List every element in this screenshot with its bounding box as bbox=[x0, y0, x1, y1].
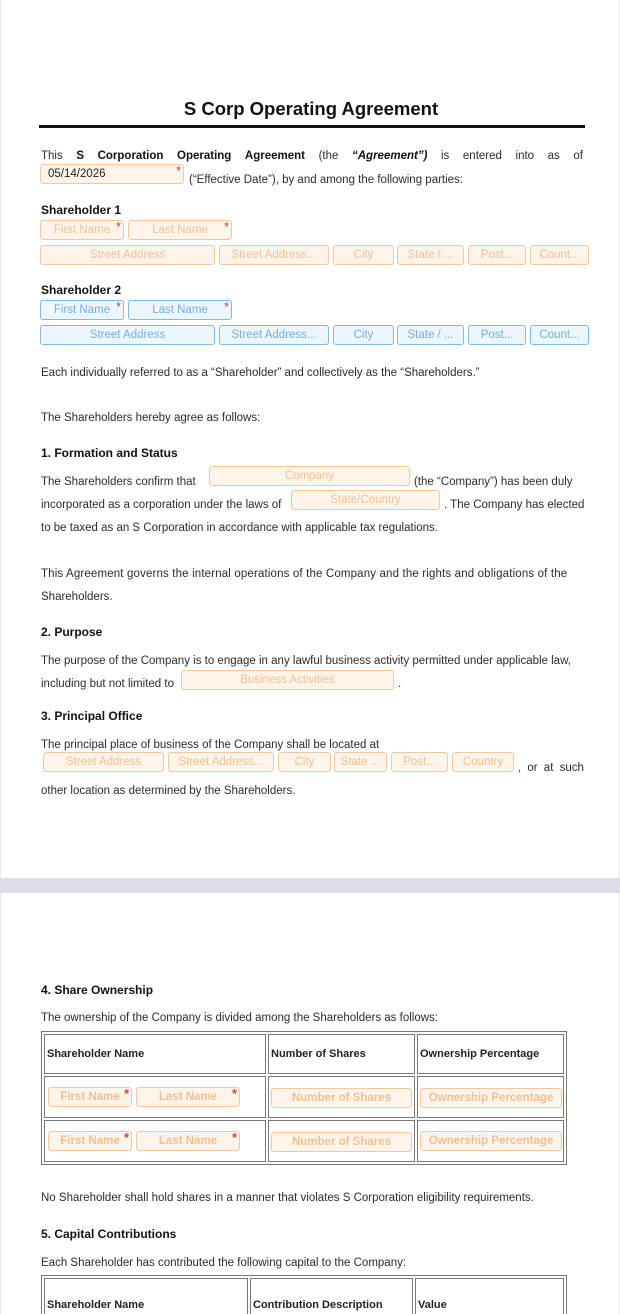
required-asterisk: * bbox=[231, 1131, 237, 1145]
column-header: Contribution Description bbox=[250, 1278, 413, 1314]
placeholder: Number of Shares bbox=[291, 1092, 392, 1104]
section-1-text: . The Company has elected bbox=[444, 499, 585, 511]
placeholder: Street Address bbox=[89, 329, 166, 341]
column-header: Ownership Percentage bbox=[417, 1034, 564, 1074]
office-state[interactable] bbox=[334, 752, 387, 772]
placeholder: State ... bbox=[340, 756, 381, 768]
shareholder-1-first-name[interactable] bbox=[40, 220, 124, 240]
required-asterisk: * bbox=[231, 1087, 237, 1101]
placeholder: Company bbox=[284, 470, 335, 482]
intro-word: Operating bbox=[177, 150, 232, 162]
capital-contributions-table bbox=[41, 1275, 567, 1314]
intro-word: entered bbox=[462, 150, 502, 162]
section-4-note: No Shareholder shall hold shares in a manner that violates S Corporation eligibility requirements. bbox=[41, 1192, 534, 1204]
row-2-number-of-shares[interactable] bbox=[271, 1132, 412, 1152]
each-individually-text: Each individually referred to as a “Shareholder” and collectively as the “Shareholders.” bbox=[41, 367, 480, 379]
section-1-text: to be taxed as an S Corporation in accordance with applicable tax regulations. bbox=[41, 522, 438, 534]
section-1-heading: 1. Formation and Status bbox=[41, 446, 178, 460]
document-page-2 bbox=[0, 893, 620, 1314]
shareholder-2-state[interactable] bbox=[397, 325, 464, 345]
office-country[interactable] bbox=[452, 752, 514, 772]
share-ownership-table bbox=[41, 1031, 567, 1165]
shareholder-2-street[interactable] bbox=[40, 325, 215, 345]
section-1-text: The Shareholders confirm that bbox=[41, 476, 196, 488]
placeholder: City bbox=[294, 756, 315, 768]
page-separator bbox=[0, 878, 620, 893]
placeholder: Street Address... bbox=[231, 249, 317, 261]
placeholder: Post... bbox=[480, 249, 514, 261]
row-2-first-name[interactable] bbox=[48, 1131, 132, 1151]
section-4-heading: 4. Share Ownership bbox=[41, 983, 154, 997]
office-city[interactable] bbox=[278, 752, 331, 772]
required-asterisk: * bbox=[115, 300, 121, 314]
office-street[interactable] bbox=[43, 752, 164, 772]
placeholder: Street Address bbox=[89, 249, 166, 261]
placeholder: Ownership Percentage bbox=[428, 1092, 554, 1104]
placeholder: Number of Shares bbox=[291, 1136, 392, 1148]
intro-word: as bbox=[547, 150, 560, 162]
placeholder: Country bbox=[462, 756, 504, 768]
placeholder: Street Address... bbox=[178, 756, 264, 768]
section-2-text: including but not limited to bbox=[41, 678, 174, 690]
table-header-row bbox=[44, 1278, 564, 1314]
intro-word: (the bbox=[318, 150, 339, 162]
placeholder: First Name bbox=[53, 224, 111, 236]
placeholder: Business Activities bbox=[240, 674, 335, 686]
placeholder: Last Name bbox=[158, 1091, 218, 1103]
section-3-text: The principal place of business of the Company shall be located at bbox=[41, 739, 380, 751]
office-street2[interactable] bbox=[168, 752, 274, 772]
table-cell bbox=[44, 1120, 266, 1162]
table-cell bbox=[417, 1076, 564, 1118]
shareholder-1-last-name[interactable] bbox=[128, 220, 232, 240]
column-header: Number of Shares bbox=[268, 1034, 415, 1074]
shareholder-2-city[interactable] bbox=[333, 325, 394, 345]
column-header: Shareholder Name bbox=[44, 1278, 248, 1314]
intro-word: “Agreement”) bbox=[352, 150, 428, 162]
table-cell bbox=[268, 1120, 415, 1162]
intro-word: of bbox=[573, 150, 583, 162]
section-3-heading: 3. Principal Office bbox=[41, 709, 143, 723]
intro-word: S bbox=[76, 150, 84, 162]
section-1-text bbox=[414, 476, 582, 488]
required-asterisk: * bbox=[175, 164, 181, 178]
placeholder: State / ... bbox=[407, 329, 454, 341]
placeholder: Last Name bbox=[152, 224, 208, 236]
effective-date-value: 05/14/2026 bbox=[48, 168, 106, 180]
shareholder-1-street[interactable] bbox=[40, 245, 215, 265]
placeholder: Count... bbox=[539, 249, 580, 261]
row-1-number-of-shares[interactable] bbox=[271, 1088, 412, 1108]
table-cell bbox=[44, 1076, 266, 1118]
section-2-heading: 2. Purpose bbox=[41, 625, 103, 639]
placeholder: Last Name bbox=[158, 1135, 218, 1147]
section-1-paragraph-2: Shareholders. bbox=[41, 591, 113, 603]
placeholder: State/Country bbox=[330, 494, 401, 506]
placeholder: Last Name bbox=[152, 304, 208, 316]
table-row bbox=[44, 1120, 564, 1162]
placeholder: State / ... bbox=[407, 249, 454, 261]
row-2-ownership-percentage[interactable] bbox=[420, 1131, 562, 1151]
company-name-input[interactable] bbox=[209, 466, 410, 486]
table-header-row bbox=[44, 1034, 564, 1074]
shareholder-2-first-name[interactable] bbox=[40, 300, 124, 320]
intro-line bbox=[41, 150, 583, 162]
shareholder-2-postal[interactable] bbox=[468, 325, 526, 345]
intro-word: Corporation bbox=[97, 150, 164, 162]
intro-after-date: (“Effective Date”), by and among the following parties: bbox=[189, 174, 464, 186]
office-postal[interactable] bbox=[391, 752, 448, 772]
section-2-text: The purpose of the Company is to engage in any lawful business activity permitted under applicable law, bbox=[41, 655, 571, 667]
shareholder-1-state[interactable] bbox=[397, 245, 464, 265]
section-5-intro: Each Shareholder has contributed the following capital to the Company: bbox=[41, 1257, 407, 1269]
placeholder: First Name bbox=[60, 1091, 120, 1103]
intro-word: Agreement bbox=[244, 150, 305, 162]
shareholder-1-country[interactable] bbox=[530, 245, 589, 265]
document-title: S Corp Operating Agreement bbox=[183, 98, 439, 119]
column-header: Shareholder Name bbox=[44, 1034, 266, 1074]
effective-date-input[interactable] bbox=[40, 164, 184, 184]
placeholder: Ownership Percentage bbox=[428, 1135, 554, 1147]
shareholder-1-city[interactable] bbox=[333, 245, 394, 265]
placeholder: First Name bbox=[60, 1135, 120, 1147]
required-asterisk: * bbox=[123, 1087, 129, 1101]
business-activities-input[interactable] bbox=[181, 670, 394, 690]
title-divider bbox=[39, 125, 585, 128]
placeholder: Post... bbox=[480, 329, 514, 341]
agree-text: The Shareholders hereby agree as follows: bbox=[41, 412, 261, 424]
section-1-text: incorporated as a corporation under the laws of bbox=[41, 499, 282, 511]
placeholder: Street Address... bbox=[231, 329, 317, 341]
placeholder: Count... bbox=[539, 329, 580, 341]
placeholder: Street Address bbox=[65, 756, 142, 768]
table-row bbox=[44, 1076, 564, 1118]
shareholder-1-postal[interactable] bbox=[468, 245, 526, 265]
shareholder-2-street2[interactable] bbox=[219, 325, 329, 345]
required-asterisk: * bbox=[223, 300, 229, 314]
shareholder-2-last-name[interactable] bbox=[128, 300, 232, 320]
section-5-heading: 5. Capital Contributions bbox=[41, 1227, 177, 1241]
required-asterisk: * bbox=[223, 220, 229, 234]
section-3-text: other location as determined by the Shareholders. bbox=[41, 785, 296, 797]
placeholder: Post... bbox=[403, 756, 436, 768]
row-1-ownership-percentage[interactable] bbox=[420, 1088, 562, 1108]
intro-word: into bbox=[515, 150, 535, 162]
section-1-paragraph-2: This Agreement governs the internal operations of the Company and the rights and obligations of the bbox=[41, 568, 568, 580]
required-asterisk: * bbox=[115, 220, 121, 234]
intro-word: This bbox=[41, 150, 63, 162]
shareholder-2-heading: Shareholder 2 bbox=[41, 283, 122, 297]
shareholder-2-country[interactable] bbox=[530, 325, 589, 345]
section-2-text: . bbox=[398, 678, 402, 690]
state-country-input[interactable] bbox=[291, 490, 440, 510]
text-fragment: (the “Company”) has been duly bbox=[414, 476, 573, 488]
shareholder-1-street2[interactable] bbox=[219, 245, 329, 265]
table-cell bbox=[417, 1120, 564, 1162]
placeholder: City bbox=[353, 249, 374, 261]
placeholder: City bbox=[353, 329, 374, 341]
intro-word: is bbox=[441, 150, 450, 162]
shareholder-1-heading: Shareholder 1 bbox=[41, 203, 122, 217]
required-asterisk: * bbox=[123, 1131, 129, 1145]
row-1-first-name[interactable] bbox=[48, 1087, 132, 1107]
placeholder: First Name bbox=[53, 304, 111, 316]
row-1-last-name[interactable] bbox=[136, 1087, 240, 1107]
section-3-text: , or at such bbox=[518, 762, 584, 774]
section-4-intro: The ownership of the Company is divided among the Shareholders as follows: bbox=[41, 1012, 438, 1024]
row-2-last-name[interactable] bbox=[136, 1131, 240, 1151]
table-cell bbox=[268, 1076, 415, 1118]
column-header: Value bbox=[415, 1278, 564, 1314]
